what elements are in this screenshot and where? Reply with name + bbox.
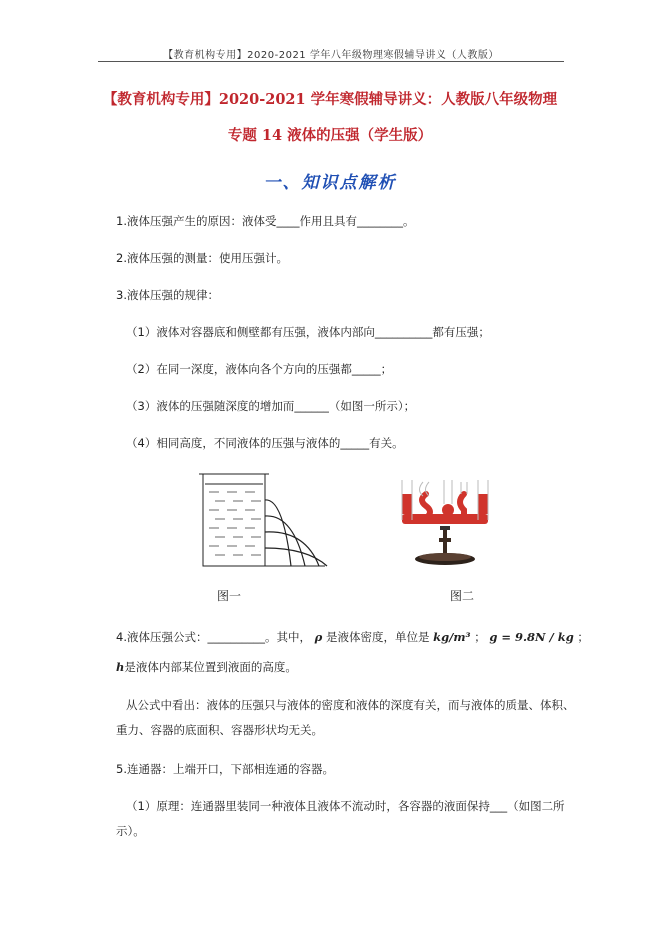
item-2: 2.液体压强的测量：使用压强计。 bbox=[116, 251, 288, 265]
item-3-4: （4）相同高度，不同液体的压强与液体的_____有关。 bbox=[126, 436, 404, 450]
section-heading: 一、知识点解析 bbox=[263, 173, 397, 193]
item-3-1: （1）液体对容器底和侧壁都有压强，液体内部向__________都有压强； bbox=[126, 325, 490, 339]
figure-two-caption: 图二 bbox=[450, 589, 475, 603]
paragraph-line-2: 重力、容器的底面积、容器形状均无关。 bbox=[116, 723, 323, 737]
formula-prefix: 4.液体压强公式：__________。其中， bbox=[116, 630, 311, 644]
item-5-1-line-2: 示）。 bbox=[116, 824, 145, 838]
rho-description: 是液体密度，单位是 bbox=[325, 630, 430, 644]
h-description: 是液体内部某位置到液面的高度。 bbox=[124, 660, 297, 674]
item-3-3: （3）液体的压强随深度的增加而______（如图一所示）； bbox=[126, 399, 416, 413]
rho-symbol: ρ bbox=[314, 630, 323, 644]
item-5: 5.连通器：上端开口，下部相连通的容器。 bbox=[116, 762, 334, 776]
formula-end: ； bbox=[577, 630, 589, 644]
item-1: 1.液体压强产生的原因：液体受____作用且具有________。 bbox=[116, 214, 415, 228]
h-symbol: h bbox=[116, 660, 125, 674]
item-3-2: （2）在同一深度，液体向各个方向的压强都_____； bbox=[126, 362, 393, 376]
figure-one-container bbox=[195, 470, 335, 580]
item-4-formula bbox=[116, 629, 589, 645]
gravity-constant: g = 9.8N / kg bbox=[489, 630, 574, 644]
figure-one-caption: 图一 bbox=[217, 589, 242, 603]
paragraph-line-1: 从公式中看出：液体的压强只与液体的密度和液体的深度有关，而与液体的质量、体积、 bbox=[126, 698, 575, 712]
figure-two-connected-vessels bbox=[392, 470, 502, 570]
document-title: 【教育机构专用】2020-2021 学年寒假辅导讲义：人教版八年级物理 bbox=[102, 91, 558, 108]
header-rule bbox=[98, 61, 564, 62]
item-5-1-line-1: （1）原理：连通器里装同一种液体且液体不流动时，各容器的液面保持___（如图二所 bbox=[126, 799, 565, 813]
separator: ； bbox=[474, 630, 486, 644]
density-unit: kg/m³ bbox=[433, 630, 471, 644]
document-subtitle: 专题 14 液体的压强（学生版） bbox=[227, 127, 433, 144]
item-4-h-line bbox=[116, 659, 297, 675]
page-header: 【教育机构专用】2020-2021 学年八年级物理寒假辅导讲义（人教版） bbox=[163, 50, 499, 61]
item-3: 3.液体压强的规律： bbox=[116, 288, 219, 302]
